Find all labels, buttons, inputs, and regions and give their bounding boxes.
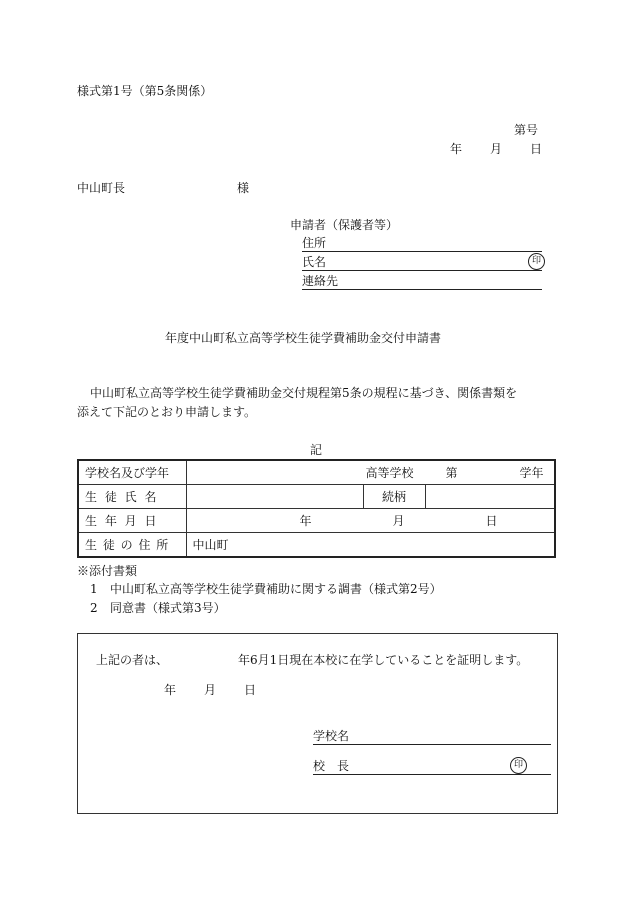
attachment-no-1: 1 [90,582,98,596]
body-line-2: 添えて下記のとおり申請します。 [77,405,257,419]
birth-year: 年 [299,514,312,528]
ki-heading: 記 [310,443,323,457]
principal-label: 校 長 [313,759,350,773]
table-row [78,485,555,509]
seal-icon: 印 [528,253,545,270]
address-label: 住所 [302,236,327,250]
school-name-label: 学校名 [313,729,350,743]
date-month: 月 [490,142,503,156]
attachment-text-2: 同意書（様式第3号） [110,601,226,615]
school-grade-label: 学校名及び学年 [78,460,186,485]
birth-day: 日 [485,514,498,528]
cert-date-day: 日 [244,683,257,697]
attachment-no-2: 2 [90,601,98,615]
name-label: 氏名 [302,255,327,269]
student-name-label: 生 徒 氏 名 [78,485,186,509]
cert-date-year: 年 [164,683,177,697]
student-address-label: 生 徒 の 住 所 [78,533,186,558]
table-row [78,509,555,533]
recipient-name: 中山町長 [77,181,126,195]
birthdate-field[interactable] [186,509,555,533]
table-row [78,533,555,558]
body-line-1: 中山町私立高等学校生徒学費補助金交付規程第5条の規程に基づき、関係書類を [90,386,518,400]
relation-field[interactable] [425,485,555,509]
grade-prefix: 第 [445,466,458,480]
certification-box [77,633,558,814]
school-suffix: 高等学校 [365,466,414,480]
cert-date-month: 月 [204,683,217,697]
document-title: 年度中山町私立高等学校生徒学費補助金交付申請書 [165,331,442,345]
address-line[interactable] [302,251,542,252]
principal-seal-icon: 印 [510,757,527,774]
attachments-heading: ※添付書類 [77,564,138,578]
contact-line[interactable] [302,289,542,290]
student-info-table [77,459,556,558]
attachment-text-1: 中山町私立高等学校生徒学費補助に関する調書（様式第2号） [110,582,442,596]
relation-label: 続柄 [363,485,425,509]
principal-line[interactable] [313,774,551,775]
table-row [78,460,555,485]
grade-suffix: 学年 [519,466,544,480]
student-address-field[interactable]: 中山町 [186,533,555,558]
school-grade-field[interactable] [186,460,555,485]
document-number: 第号 [514,123,539,137]
birthdate-label: 生 年 月 日 [78,509,186,533]
date-day: 日 [530,142,543,156]
certification-text: 年6月1日現在本校に在学していることを証明します。 [238,653,529,667]
certification-lead: 上記の者は、 [96,653,169,667]
contact-label: 連絡先 [302,274,339,288]
recipient-honorific: 様 [237,181,250,195]
name-line[interactable] [302,270,542,271]
applicant-title: 申請者（保護者等） [290,218,399,232]
school-name-line[interactable] [313,744,551,745]
student-name-field[interactable] [186,485,363,509]
birth-month: 月 [392,514,405,528]
date-year: 年 [450,142,463,156]
form-id: 様式第1号（第5条関係） [77,84,213,98]
